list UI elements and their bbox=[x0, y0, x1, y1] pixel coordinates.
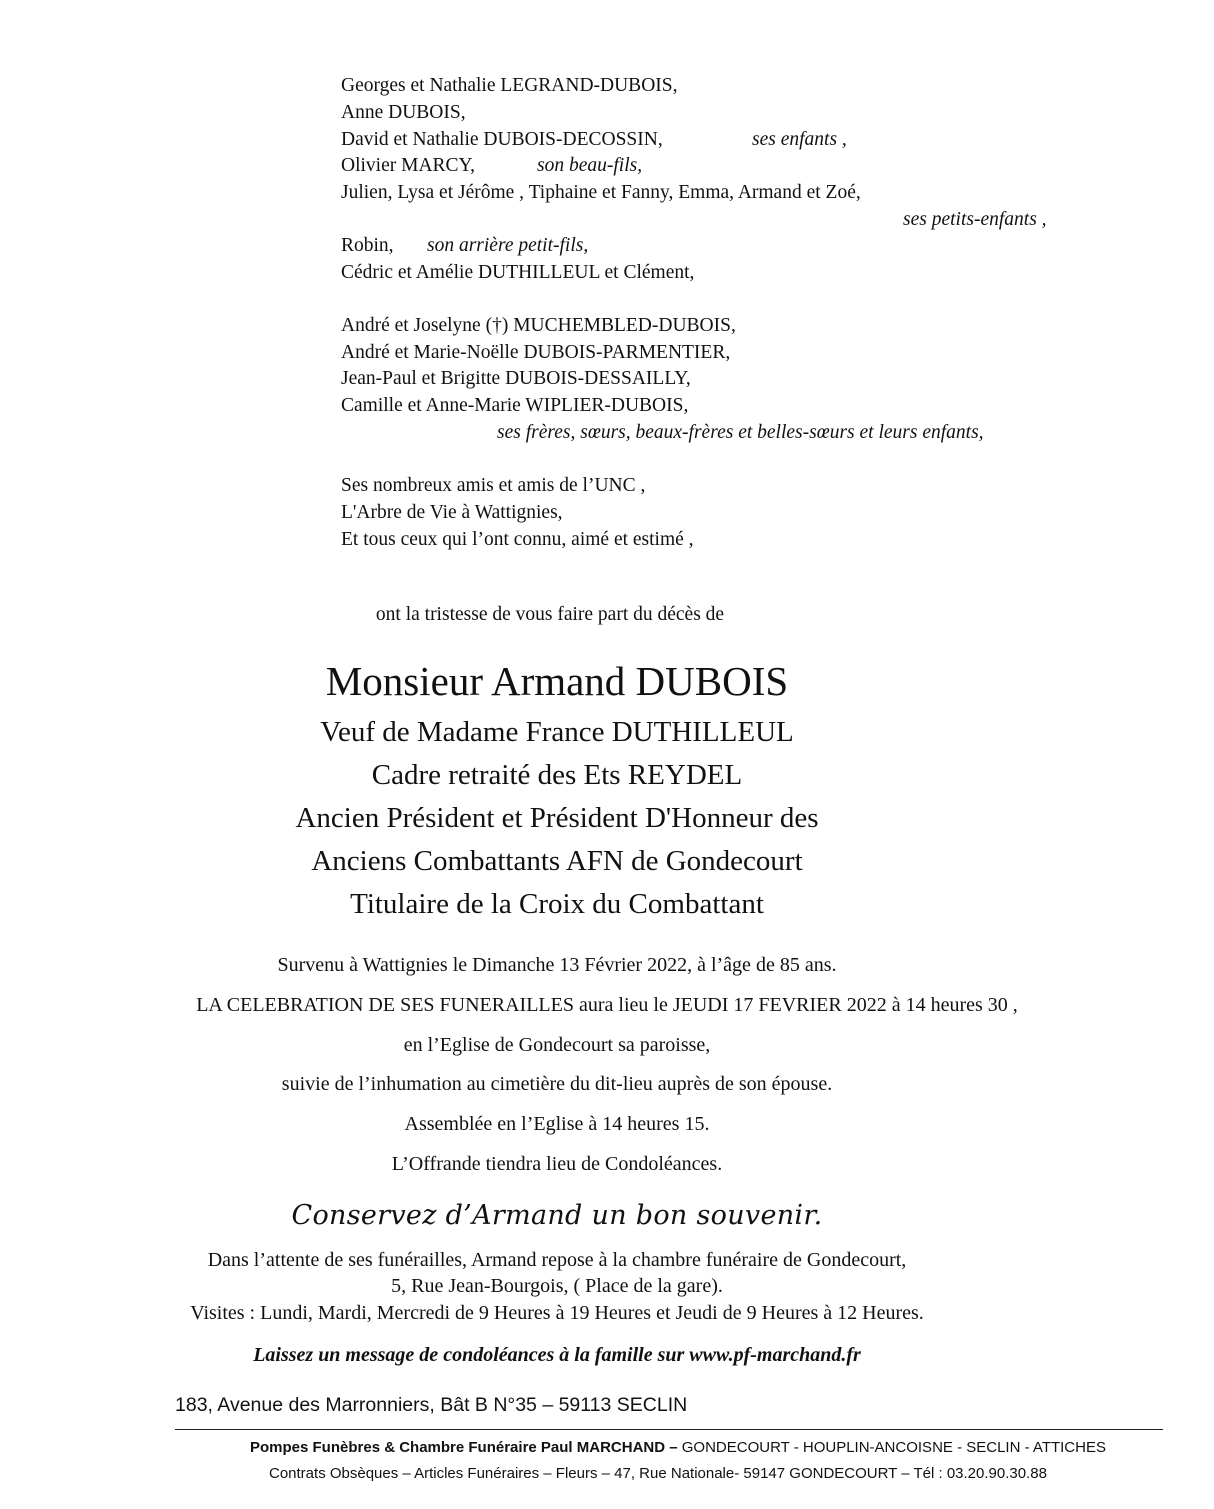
siblings-role: ses frères, sœurs, beaux-frères et belles-sœurs et leurs enfants, bbox=[497, 422, 984, 443]
assembly-info: Assemblée en l’Eglise à 14 heures 15. bbox=[404, 1113, 710, 1135]
friends-1: Ses nombreux amis et amis de l’UNC , bbox=[341, 475, 646, 496]
visits-line-2: 5, Rue Jean-Bourgois, ( Place de la gare). bbox=[391, 1275, 723, 1297]
family-greatgrandson: Robin, bbox=[341, 235, 394, 256]
footer-services: Contrats Obsèques – Articles Funéraires – Fleurs – 47, Rue Nationale- 59147 GONDECOURT – Tél : 03.20.90.30.88 bbox=[269, 1465, 1047, 1482]
deceased-line-4: Anciens Combattants AFN de Gondecourt bbox=[311, 845, 803, 877]
family-children-3: David et Nathalie DUBOIS-DECOSSIN, bbox=[341, 129, 663, 150]
visits-line-1: Dans l’attente de ses funérailles, Armand repose à la chambre funéraire de Gondecourt, bbox=[207, 1249, 907, 1271]
death-info: Survenu à Wattignies le Dimanche 13 Février 2022, à l’âge de 85 ans. bbox=[277, 954, 837, 976]
funeral-info: LA CELEBRATION DE SES FUNERAILLES aura lieu le JEUDI 17 FEVRIER 2022 à 14 heures 30 , bbox=[196, 994, 1018, 1016]
footer-divider bbox=[175, 1429, 1163, 1430]
family-grandchildren: Julien, Lysa et Jérôme , Tiphaine et Fanny, Emma, Armand et Zoé, bbox=[341, 182, 861, 203]
family-children-1: Georges et Nathalie LEGRAND-DUBOIS, bbox=[341, 75, 678, 96]
footer-company bbox=[250, 1439, 1106, 1456]
family-siblings-2: André et Marie-Noëlle DUBOIS-PARMENTIER, bbox=[341, 342, 731, 363]
soninlaw-role: son beau-fils, bbox=[537, 155, 643, 176]
church-info: en l’Eglise de Gondecourt sa paroisse, bbox=[403, 1034, 711, 1056]
deceased-line-1: Veuf de Madame France DUTHILLEUL bbox=[320, 716, 794, 748]
children-role: ses enfants , bbox=[752, 129, 847, 150]
grandchildren-role: ses petits-enfants , bbox=[903, 209, 1047, 230]
deceased-name: Monsieur Armand DUBOIS bbox=[325, 658, 789, 704]
deceased-line-2: Cadre retraité des Ets REYDEL bbox=[371, 759, 743, 791]
family-siblings-1: André et Joselyne (†) MUCHEMBLED-DUBOIS, bbox=[341, 315, 736, 336]
family-siblings-4: Camille et Anne-Marie WIPLIER-DUBOIS, bbox=[341, 395, 689, 416]
greatgrandson-role: son arrière petit-fils, bbox=[427, 235, 589, 256]
family-soninlaw: Olivier MARCY, bbox=[341, 155, 475, 176]
footer-company-name: Pompes Funèbres & Chambre Funéraire Paul MARCHAND – bbox=[250, 1439, 678, 1456]
visits-line-3: Visites : Lundi, Mardi, Mercredi de 9 Heures à 19 Heures et Jeudi de 9 Heures à 12 Heures. bbox=[190, 1302, 924, 1324]
footer-company-places: GONDECOURT - HOUPLIN-ANCOISNE - SECLIN - ATTICHES bbox=[677, 1439, 1106, 1456]
friends-3: Et tous ceux qui l’ont connu, aimé et estimé , bbox=[341, 529, 694, 550]
memory-phrase: Conservez d’Armand un bon souvenir. bbox=[291, 1200, 823, 1231]
family-inlaws: Cédric et Amélie DUTHILLEUL et Clément, bbox=[341, 262, 695, 283]
offering-info: L’Offrande tiendra lieu de Condoléances. bbox=[391, 1153, 723, 1175]
footer-address: 183, Avenue des Marronniers, Bât B N°35 – 59113 SECLIN bbox=[175, 1394, 688, 1416]
deceased-line-3: Ancien Président et Président D'Honneur des bbox=[295, 802, 819, 834]
deceased-line-5: Titulaire de la Croix du Combattant bbox=[350, 888, 764, 920]
announcement: ont la tristesse de vous faire part du décès de bbox=[375, 604, 725, 625]
friends-2: L'Arbre de Vie à Wattignies, bbox=[341, 502, 563, 523]
burial-info: suivie de l’inhumation au cimetière du dit-lieu auprès de son épouse. bbox=[281, 1073, 833, 1095]
condolences-message: Laissez un message de condoléances à la famille sur www.pf-marchand.fr bbox=[253, 1344, 861, 1366]
family-siblings-3: Jean-Paul et Brigitte DUBOIS-DESSAILLY, bbox=[341, 368, 691, 389]
family-children-2: Anne DUBOIS, bbox=[341, 102, 466, 123]
